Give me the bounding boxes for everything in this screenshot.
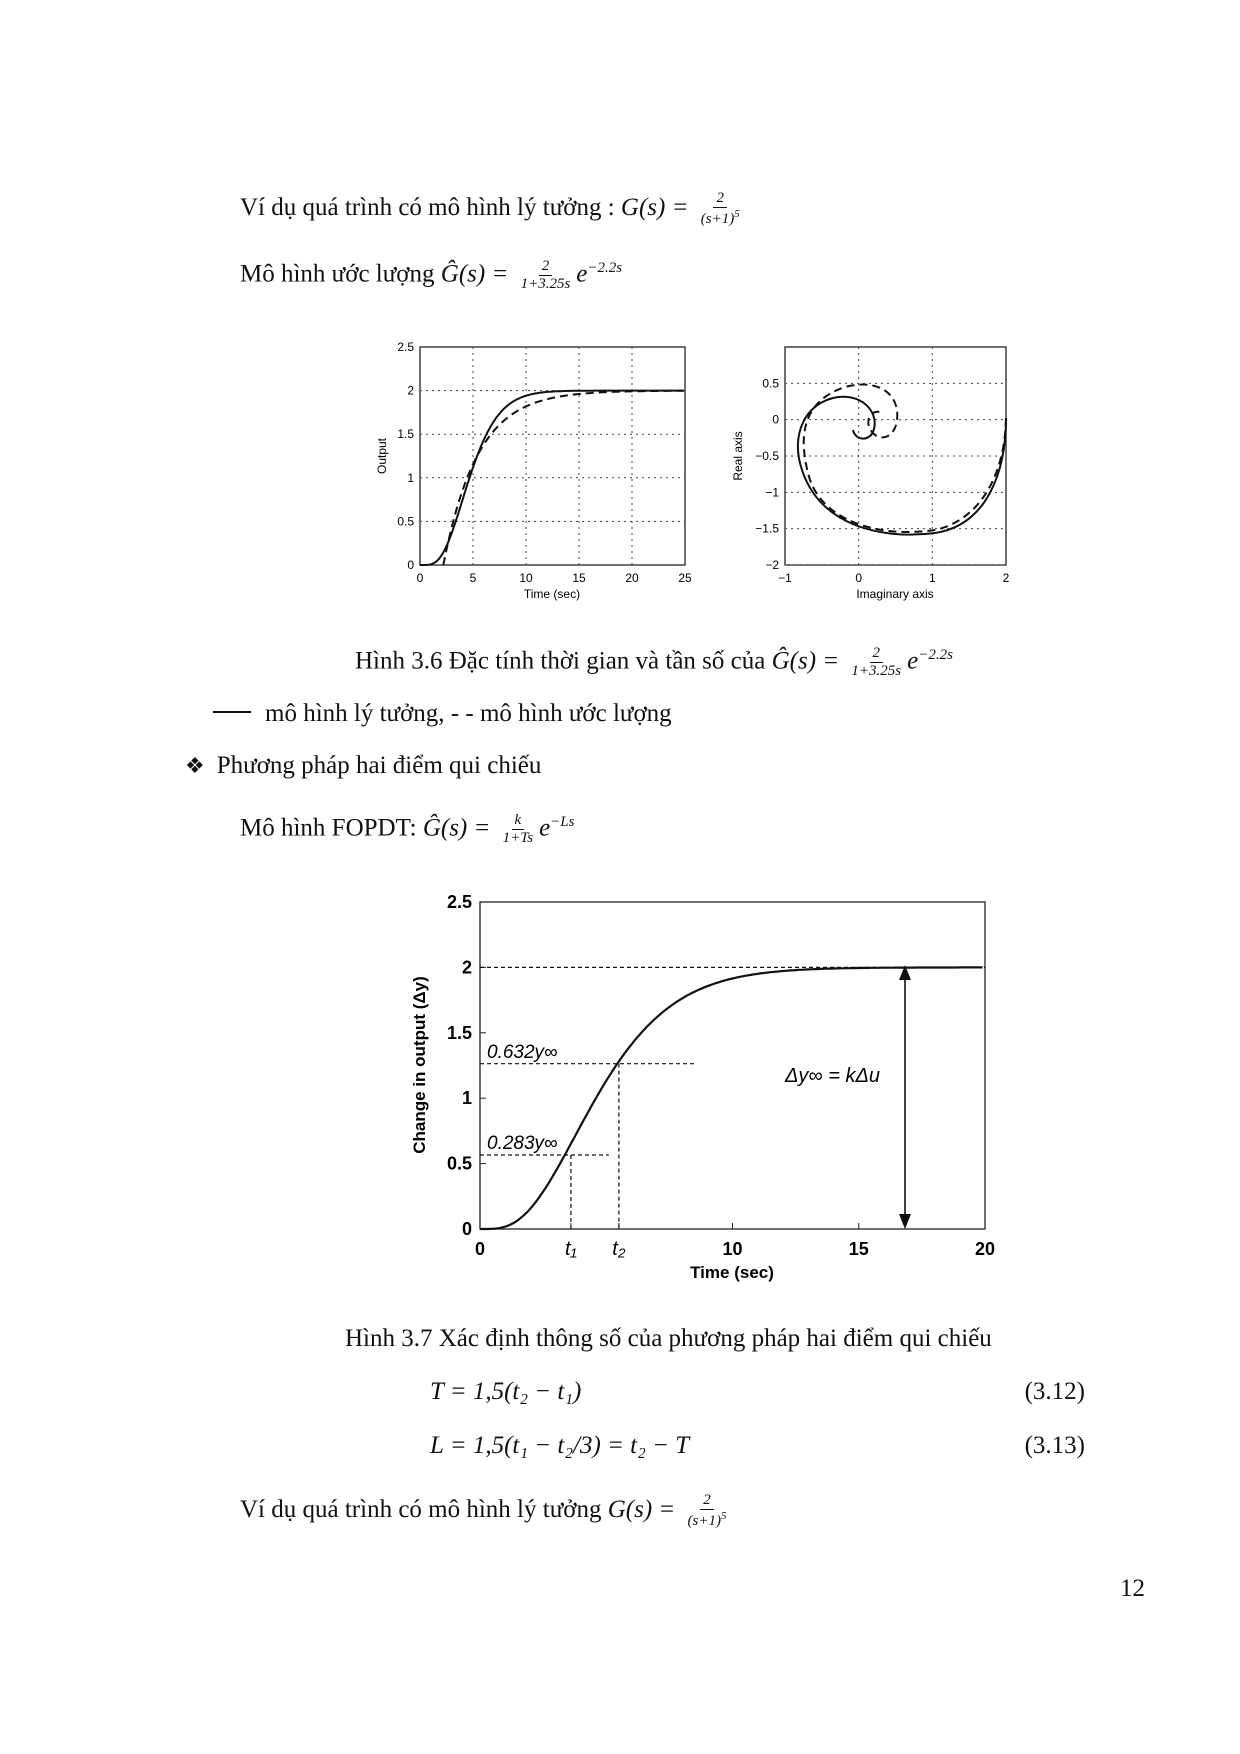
- y-tick-label: −1: [765, 485, 779, 500]
- y-tick-label: 1.5: [446, 1022, 472, 1043]
- caption-text: Hình 3.6 Đặc tính thời gian và tần số của: [355, 647, 772, 675]
- plot-frame: [420, 347, 685, 565]
- label-0632: 0.632y∞: [487, 1042, 558, 1063]
- y-axis-label: Real axis: [731, 431, 745, 481]
- fig36-step-response-chart: [370, 340, 720, 610]
- estimate-label: Mô hình ước lượng: [240, 260, 441, 288]
- fraction: [500, 812, 536, 848]
- numerator: k: [512, 812, 525, 830]
- fig36-frequency-chart: [730, 340, 1030, 610]
- y-tick-label: 0: [772, 412, 779, 427]
- exp-base: e: [576, 260, 588, 288]
- equation-number-3-13: (3.13): [1024, 1432, 1085, 1459]
- y-tick-label: 0.5: [762, 376, 779, 391]
- denominator-exponent: 5: [734, 208, 740, 221]
- g-hat-of-s: Ĝ(s) =: [440, 260, 515, 288]
- x-tick-label: 15: [848, 1239, 869, 1259]
- numerator: 2: [539, 258, 553, 276]
- fraction: [685, 1492, 730, 1531]
- estimated-model-curve: [443, 391, 684, 565]
- estimated-model-nyquist-curve: [804, 385, 1006, 532]
- x-tick-label: 25: [678, 571, 692, 585]
- denominator: [698, 208, 743, 228]
- fig37-two-point-chart: [395, 880, 1015, 1290]
- y-tick-label: 1.5: [397, 427, 414, 442]
- x-tick-label: 20: [974, 1239, 996, 1259]
- denominator: [685, 1510, 730, 1530]
- x-tick-label: 10: [519, 571, 533, 585]
- section-heading: Phương pháp hai điểm qui chiếu: [216, 752, 542, 779]
- label-0283: 0.283y∞: [487, 1133, 558, 1154]
- g-hat-of-s: Ĝ(s) =: [422, 814, 497, 842]
- y-tick-label: 1: [461, 1088, 472, 1109]
- exp-base: e: [539, 814, 551, 842]
- denominator-exponent: 5: [720, 1510, 727, 1523]
- y-tick-label: −2: [765, 558, 779, 572]
- fraction: [848, 645, 904, 681]
- exp-base: e: [907, 647, 919, 675]
- fig37-caption: Hình 3.7 Xác định thông số của phương pháp hai điểm qui chiếu: [345, 1325, 992, 1352]
- page-number: 12: [1120, 1575, 1145, 1602]
- y-tick-label: 0.5: [397, 514, 414, 529]
- numerator: 2: [870, 645, 884, 663]
- fopdt-model-line: [240, 812, 574, 848]
- equation-number-3-12: (3.12): [1024, 1378, 1085, 1405]
- exp-power: −2.2s: [918, 647, 953, 664]
- g-of-s: G(s) =: [607, 1495, 682, 1523]
- x-tick-label: 1: [928, 571, 936, 585]
- delta-y-annotation: Δy∞ = kΔu: [785, 1065, 881, 1087]
- x-tick-label: 10: [722, 1239, 743, 1259]
- plot-frame: [480, 902, 985, 1229]
- x-tick-label: −1: [778, 571, 792, 585]
- g-hat-of-s: Ĝ(s) =: [771, 647, 846, 675]
- ideal-model-curve: [420, 391, 684, 565]
- exp-power: −2.2s: [587, 260, 623, 277]
- example-ideal-model-line: [240, 190, 746, 229]
- x-axis-label: Time (sec): [523, 587, 581, 601]
- equation-3-12: T = 1,5(t₂ − t₁): [430, 1378, 582, 1405]
- denominator: 1+Ts: [502, 830, 534, 847]
- example-label: Ví dụ quá trình có mô hình lý tưởng :: [240, 193, 621, 221]
- x-tick-label: t₂: [612, 1238, 626, 1260]
- y-tick-label: 2: [407, 383, 414, 398]
- denominator: 1+3.25s: [520, 276, 571, 293]
- denominator-base: (s+1): [687, 1513, 721, 1530]
- denominator: 1+3.25s: [851, 663, 902, 680]
- y-axis-label: Change in output (Δy): [410, 976, 429, 1154]
- legend-text: mô hình lý tưởng, - - mô hình ước lượng: [265, 700, 672, 727]
- y-tick-label: 0: [407, 558, 414, 572]
- x-tick-label: 5: [469, 571, 477, 585]
- x-tick-label: 2: [1002, 571, 1010, 585]
- arrow-head-down: [899, 1214, 911, 1229]
- g-of-s: G(s) =: [620, 193, 695, 221]
- y-tick-label: 2.5: [446, 892, 472, 912]
- section-bullet: [185, 752, 541, 780]
- denominator-base: (s+1): [700, 211, 735, 228]
- step-response-curve: [480, 967, 983, 1229]
- x-tick-label: 15: [572, 571, 586, 585]
- ideal-model-nyquist-curve: [798, 397, 1006, 535]
- numerator: 2: [713, 190, 727, 208]
- y-tick-label: 2.5: [397, 340, 414, 354]
- legend-solid-line-symbol: [213, 711, 251, 713]
- y-tick-label: 2: [461, 957, 472, 978]
- fraction: [698, 190, 743, 229]
- diamond-bullet-icon: ❖: [185, 754, 205, 779]
- y-tick-label: −1.5: [755, 521, 779, 536]
- fraction: [518, 258, 574, 294]
- example-label: Ví dụ quá trình có mô hình lý tưởng: [240, 1495, 608, 1523]
- example-ideal-model-line-2: [240, 1492, 732, 1531]
- fig36-caption: [355, 645, 953, 681]
- y-tick-label: 0: [461, 1219, 472, 1239]
- y-tick-label: 0.5: [446, 1153, 472, 1174]
- estimated-model-line: [240, 258, 622, 294]
- equation-3-13: L = 1,5(t₁ − t₂/3) = t₂ − T: [430, 1432, 690, 1459]
- y-tick-label: −0.5: [755, 449, 779, 463]
- x-tick-label: 0: [855, 571, 863, 585]
- numerator: 2: [700, 1492, 714, 1510]
- x-tick-label: 20: [625, 571, 639, 585]
- x-axis-label: Time (sec): [690, 1263, 774, 1282]
- x-tick-label: t₁: [564, 1238, 577, 1260]
- fopdt-label: Mô hình FOPDT:: [240, 814, 423, 842]
- y-axis-label: Output: [375, 437, 389, 475]
- x-tick-label: 0: [474, 1239, 486, 1259]
- x-axis-label: Imaginary axis: [856, 587, 934, 601]
- exp-power: −Ls: [550, 814, 575, 831]
- y-tick-label: 1: [407, 470, 414, 485]
- x-tick-label: 0: [416, 571, 424, 585]
